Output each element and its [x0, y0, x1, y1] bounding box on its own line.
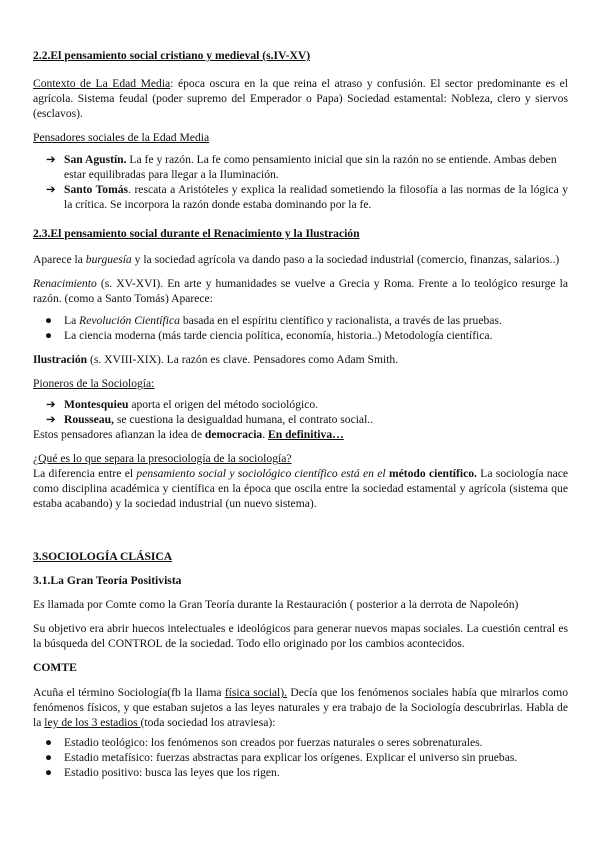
arrow-icon: ➔ — [46, 153, 56, 166]
conclusion-punct: . — [262, 428, 269, 441]
medieval-thinkers-heading: Pensadores sociales de la Edad Media — [33, 131, 210, 144]
enlightenment-text: (s. XVIII-XIX). La razón es clave. Pensadores como Adam Smith. — [87, 353, 399, 366]
section-3-1-title: 3.1.La Gran Teoría Positivista — [33, 574, 182, 587]
answer-text-a: La diferencia entre el — [33, 467, 137, 480]
stage-text: Estadio positivo: busca las leyes que los rigen. — [64, 766, 280, 779]
list-item — [33, 765, 568, 780]
pioneers-heading: Pioneros de la Sociología: — [33, 377, 155, 390]
bullet-text-a: La — [64, 314, 80, 327]
pioneer-text: aporta el origen del método sociológico. — [128, 398, 319, 411]
pioneers-list — [33, 397, 568, 427]
thinker-name: Santo Tomás — [64, 183, 129, 196]
list-item — [33, 313, 568, 328]
stage-text: Estadio metafísico: fuerzas abstractas para explicar los orígenes. Explicar el universo sin pruebas. — [64, 751, 518, 764]
bullet-icon: ● — [45, 766, 53, 779]
renaissance-list — [33, 313, 568, 343]
thinker-text: La fe y razón. La fe como pensamiento inicial que sin la razón no se entiende. Ambas deben estar equilibradas para llegar a la Iluminación. — [64, 153, 557, 181]
renaissance-paragraph — [33, 276, 568, 306]
section-2-3-title: 2.3.El pensamiento social durante el Renacimiento y la Ilustración — [33, 227, 360, 240]
section-2-2-title: 2.2.El pensamiento social cristiano y medieval (s.IV-XV) — [33, 49, 311, 62]
renaissance-text: (s. XV-XVI). En arte y humanidades se vuelve a Grecia y Roma. Frente a lo teológico resurge la razón. (como a Santo Tomás) Aparece: — [33, 277, 568, 305]
pioneer-name: Rousseau, — [64, 413, 114, 426]
enlightenment-label: Ilustración — [33, 353, 88, 366]
bourgeoisie-paragraph — [33, 252, 568, 267]
bullet-text: La ciencia moderna (más tarde ciencia política, economía, historia..) Metodología científica. — [64, 329, 493, 342]
document-page — [33, 48, 568, 780]
medieval-thinkers-list — [33, 152, 568, 212]
stages-list — [33, 735, 568, 780]
bourgeoisie-text-b: y la sociedad agrícola va dando paso a la sociedad industrial (comercio, finanzas, salarios..) — [131, 253, 560, 266]
medieval-context-text: : época oscura en la que reina el atraso y confusión. El sector predominante es el agrícola. Sistema feudal (poder supremo del Emperador o Papa) Sociedad estamental: Nobleza, clero y siervos (esclavos). — [33, 77, 568, 120]
scientific-revolution-term: Revolución Científica — [79, 314, 180, 327]
bullet-icon: ● — [45, 751, 53, 764]
list-item — [33, 152, 568, 182]
comte-text-c: (toda sociedad los atraviesa): — [140, 716, 276, 729]
three-stages-term: ley de los 3 estadios — [44, 716, 141, 729]
presociology-question: ¿Qué es lo que separa la presociología de la sociología? — [33, 452, 292, 465]
arrow-icon: ➔ — [46, 398, 56, 411]
section-3-title: 3.SOCIOLOGÍA CLÁSICA — [33, 550, 173, 563]
thinker-name: San Agustín. — [64, 153, 127, 166]
pioneer-text: se cuestiona la desigualdad humana, el contrato social.. — [113, 413, 374, 426]
bullet-text-b: basada en el espíritu científico y racionalista, a través de las pruebas. — [179, 314, 502, 327]
bullet-icon: ● — [45, 736, 53, 749]
medieval-context-paragraph — [33, 76, 568, 121]
conclusion-text: Estos pensadores afianzan la idea de — [33, 428, 205, 441]
presociology-answer — [33, 466, 568, 511]
renaissance-label: Renacimiento — [33, 277, 97, 290]
social-physics-term: física social). — [224, 686, 288, 699]
stage-text: Estadio teológico: los fenómenos son creados por fuerzas naturales o seres sobrenaturales. — [64, 736, 483, 749]
list-item — [33, 750, 568, 765]
enlightenment-paragraph — [33, 352, 568, 367]
conclusion-line — [33, 427, 568, 442]
comte-paragraph — [33, 685, 568, 730]
answer-emphasis: pensamiento social y sociológico científico está en el — [136, 467, 386, 480]
comte-heading: COMTE — [33, 661, 77, 674]
bourgeoisie-term: burguesía — [85, 253, 132, 266]
bourgeoisie-text-a: Aparece la — [33, 253, 86, 266]
in-short-term: En definitiva… — [268, 428, 344, 441]
medieval-context-label: Contexto de La Edad Media — [33, 77, 171, 90]
answer-text-c: La sociología nace como disciplina académica y científica en la época que oscila entre la sociedad estamental y agrícola (sistema que estaba acabando) y la sociedad industrial (un nuevo sistema). — [33, 467, 569, 510]
arrow-icon: ➔ — [46, 183, 56, 196]
restoration-paragraph: Es llamada por Comte como la Gran Teoría durante la Restauración ( posterior a la derrota de Napoleón) — [33, 598, 519, 611]
list-item — [33, 182, 568, 212]
democracy-term: democracia — [204, 428, 263, 441]
arrow-icon: ➔ — [46, 413, 56, 426]
objective-paragraph: Su objetivo era abrir huecos intelectuales e ideológicos para generar nuevos mapas sociales. La cuestión central es la búsqueda del CONTROL de la sociedad. Todo ello originado por los cambios acontecidos. — [33, 622, 568, 650]
pioneer-name: Montesquieu — [64, 398, 129, 411]
comte-text-b: Decía que los fenómenos sociales había que mirarlos como fenómenos físicos, y que estaban sujetos a las leyes naturales y era trabajo de la Sociología descubrirlas. Habla de la — [33, 686, 568, 729]
bullet-icon: ● — [45, 329, 53, 342]
bullet-icon: ● — [45, 314, 53, 327]
list-item — [33, 412, 568, 427]
thinker-text: . rescata a Aristóteles y explica la realidad sometiendo la filosofía a las normas de la lógica y la crítica. Se incorpora la razón donde estaba dominando por la fe. — [64, 183, 568, 211]
scientific-method-term: método científico. — [385, 467, 477, 480]
list-item — [33, 328, 568, 343]
list-item — [33, 735, 568, 750]
comte-text-a: Acuña el término Sociología(fb la llama — [33, 686, 225, 699]
list-item — [33, 397, 568, 412]
